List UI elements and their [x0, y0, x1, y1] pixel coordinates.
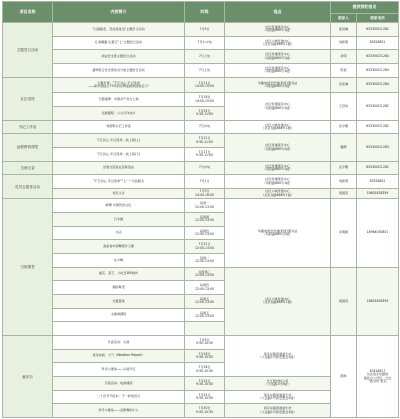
schedule-table: [2, 1, 399, 418]
time-cell: 7月25日 9:30-10:30: [185, 390, 225, 404]
content-cell: 乐高活动：火箭: [53, 336, 185, 350]
phone-cell: 63330023-282: [357, 120, 399, 134]
time-cell: 每周四 12:00-13:00: [185, 281, 225, 295]
time-cell: 7月上旬: [185, 50, 225, 64]
time-cell: 每周五 12:00-13:00: [185, 308, 225, 322]
phone-cell: 63330023-283: [357, 134, 399, 161]
header-location: 地点: [225, 2, 331, 23]
time-cell: 每周四 12:00-13:00: [185, 226, 225, 240]
phone-cell: 63330023-282: [357, 161, 399, 175]
location-cell: 社区党建服务中心 （凤阳路660号1楼）: [225, 50, 331, 64]
time-cell: 每周一 12:00-13:00: [185, 199, 225, 213]
contact-cell: 王哲玮: [331, 93, 357, 120]
content-cell: 刘新明书记工作室: [53, 120, 185, 134]
phone-cell: 63330023-284: [357, 63, 399, 77]
category-fun: 童乐坊: [3, 336, 53, 418]
contact-cell: 余明: [331, 50, 357, 64]
time-cell: 7月上旬: [185, 63, 225, 77]
category-theme: 主题党日活动: [3, 23, 53, 78]
content-cell: 专题观摩：中国共产党与上海: [53, 93, 185, 107]
time-cell: 7月中旬: [185, 161, 225, 175]
contact-cell: 沈宇娜: [331, 120, 357, 134]
contact-cell: 宋明顺: [331, 199, 357, 267]
content-cell: 石木画: [53, 213, 185, 227]
content-cell: 楠园粤语: [53, 281, 185, 295]
content-cell: 科学小课堂——会跳舞的小人: [53, 404, 185, 418]
location-cell: 华鑫电视学党建(新世)服务站 （凤阳路660号2楼）: [225, 77, 331, 93]
content-cell: 插花、茶艺、小吃及DIY制作: [53, 267, 185, 281]
time-cell: 7月23日 9:30-10:30: [185, 377, 225, 391]
phone-cell: 63330023-282: [357, 23, 399, 37]
time-cell: 7月1日: [185, 175, 225, 189]
time-cell: 7月1-中旬: [185, 36, 225, 50]
contact-cell: 刘新明: [331, 175, 357, 189]
content-cell: 党员义诊: [53, 188, 185, 199]
contact-cell: 彭佳琳: [331, 77, 357, 93]
contact-cell: 陈晔: [331, 336, 357, 418]
content-cell: 商业党支部主题党日活动: [53, 50, 185, 64]
phone-cell: 63328622: [357, 36, 399, 50]
location-cell: 社区党建服务中心 （凤阳路660号1楼）: [225, 161, 331, 175]
time-cell: 7月16日 9:30-10:30: [185, 349, 225, 363]
time-cell: 7月18日 14:00-15:00: [185, 93, 225, 107]
contact-cell: 刘新明: [331, 36, 357, 50]
location-cell: 社区党建服务中心 （凤阳路660号1楼）: [225, 175, 331, 189]
content-cell: 乐高活动：电鱼捕捞: [53, 377, 185, 391]
location-cell: 华鑫电视学党建(新世)服务站 （凤阳路660号2楼）: [225, 199, 331, 267]
time-cell: 7月9日 9:30-10:30: [185, 336, 225, 350]
time-cell: 7月18日 9:30-10:30: [185, 363, 225, 377]
location-cell: 社区党建服务中心 （凤阳路660号1楼）: [225, 63, 331, 77]
time-cell: 7月9日 14:00-16:00: [185, 188, 225, 199]
content-cell: 不忘初心 牢记使命：战上海(上): [53, 134, 185, 148]
category-white-collar: 白领课堂: [3, 199, 53, 336]
content-cell: 主题党课："不忘初心 牢记使命 ——新中国成立70年的光辉成就和经验启示": [53, 77, 185, 93]
location-cell: 社区公城党建中心 （北京东路668号1楼）: [225, 36, 331, 50]
category-exchange: 交流互鉴: [3, 161, 53, 175]
phone-cell: 63318617 关注南京东路街 道官方公众号，点击 "微书坊"报名: [357, 336, 399, 418]
content-cell: 党建交流进社区联络站: [53, 161, 185, 175]
contact-cell: 姜琼琳: [331, 23, 357, 37]
category-remote: 远程教育课堂: [3, 134, 53, 161]
location-cell: 社区公城党建中心 （北京东路668号1楼）: [225, 267, 331, 335]
phone-cell: 63330023-284: [357, 77, 399, 93]
contact-cell: 沈宇娜: [331, 161, 357, 175]
category-books: 书记工作室: [3, 120, 53, 134]
content-cell: "扫黑除恶，竞在我身边"主题学习活动: [53, 23, 185, 37]
contact-cell: 胡国英: [331, 267, 357, 335]
time-cell: 7月中旬: [185, 120, 225, 134]
header-phone: 联系电话: [357, 14, 399, 23]
location-cell: 长江新材料公司 （大沽路1号5楼）: [225, 377, 331, 391]
category-volunteer: 党员志愿者活动: [3, 175, 53, 199]
phone-cell: 63330023-284: [357, 50, 399, 64]
time-cell: 7月12日 9:30-11:00: [185, 134, 225, 148]
phone-cell: 18964030801: [357, 199, 399, 267]
header-content: 内容简介: [53, 2, 185, 23]
content-cell: 不忘初心 牢记使命：战上海(下): [53, 148, 185, 162]
time-cell: 7月9日: [185, 23, 225, 37]
location-cell: 社区党建服务中心 （凤阳路660号1楼）: [225, 23, 331, 37]
contact-cell: 胡国英: [331, 188, 357, 199]
location-cell: 南京东路街道童乐坊 （大沽路1号新安盟会2楼）: [225, 390, 331, 404]
content-cell: 乘龙快板：大气《Weather Report》: [53, 349, 185, 363]
content-cell: 翡翠联合党支部结对分类主题党日活动: [53, 63, 185, 77]
time-cell: 7月25日 9:30-11:00: [185, 107, 225, 121]
content-cell: 瞬博 中国传统文化: [53, 199, 185, 213]
phone-cell: 63328622: [357, 175, 399, 189]
location-cell: 社区公城党建中心 （北京东路668号1楼）: [225, 188, 331, 199]
time-cell: 每周五 12:00-13:00: [185, 295, 225, 309]
content-cell: 太極拳課程: [53, 308, 185, 322]
header-project: 项目名称: [3, 2, 53, 23]
time-cell: 每周一 12:00-13:00: [185, 254, 225, 268]
contact-cell: 陈荔: [331, 63, 357, 77]
time-cell: 7月11日 14:00-15:00: [185, 77, 225, 93]
header-contact: 联系人: [331, 14, 357, 23]
content-cell: "不忘初心 牢记使命""七·一"为民服务: [53, 175, 185, 189]
header-time: 时间: [185, 2, 225, 23]
content-cell: 光氪篮球: [53, 295, 185, 309]
time-cell: [185, 322, 225, 336]
time-cell: 7月31日 12:00-13:00: [185, 240, 225, 254]
content-cell: 二十四节气绘本：不一样的四月: [53, 390, 185, 404]
content-cell: 东方舞: [53, 254, 185, 268]
location-cell: 社区公城党建中心 （北京东路668号1楼）: [225, 120, 331, 134]
content-cell: 书法: [53, 226, 185, 240]
contact-cell: 魏辉: [331, 134, 357, 161]
header-provider: 提供预约报名: [331, 2, 399, 14]
content-cell: 拓展课程：公文写作技巧: [53, 107, 185, 121]
location-cell: 南京东路街道童乐坊 （大沽路1号新安盟会2楼）: [225, 336, 331, 377]
content-cell: 科学小课堂——火箭升空: [53, 363, 185, 377]
phone-cell: 18601628359: [357, 267, 399, 335]
time-cell: 双周周三 12:00-13:00: [185, 267, 225, 281]
location-cell: 社区党建服务中心 （凤阳路660号1楼）: [225, 93, 331, 120]
content-cell: 红润赣鄱 礼赞江"七"主题党日活动: [53, 36, 185, 50]
time-cell: 每周周 12:00-13:00: [185, 213, 225, 227]
category-community: 社区党校: [3, 77, 53, 120]
time-cell: 7月17日 9:30-11:00: [185, 148, 225, 162]
content-cell: 美丽食中国舞蹈学习课: [53, 240, 185, 254]
phone-cell: 18601628359: [357, 188, 399, 199]
location-cell: 南京东路街道童乐坊 （大沽路1号新安盟会2楼）: [225, 404, 331, 418]
phone-cell: 63330023-282: [357, 93, 399, 120]
location-cell: 社区党建服务中心 （凤阳路660号2楼）: [225, 134, 331, 161]
time-cell: 7月30日 9:30-10:30: [185, 404, 225, 418]
